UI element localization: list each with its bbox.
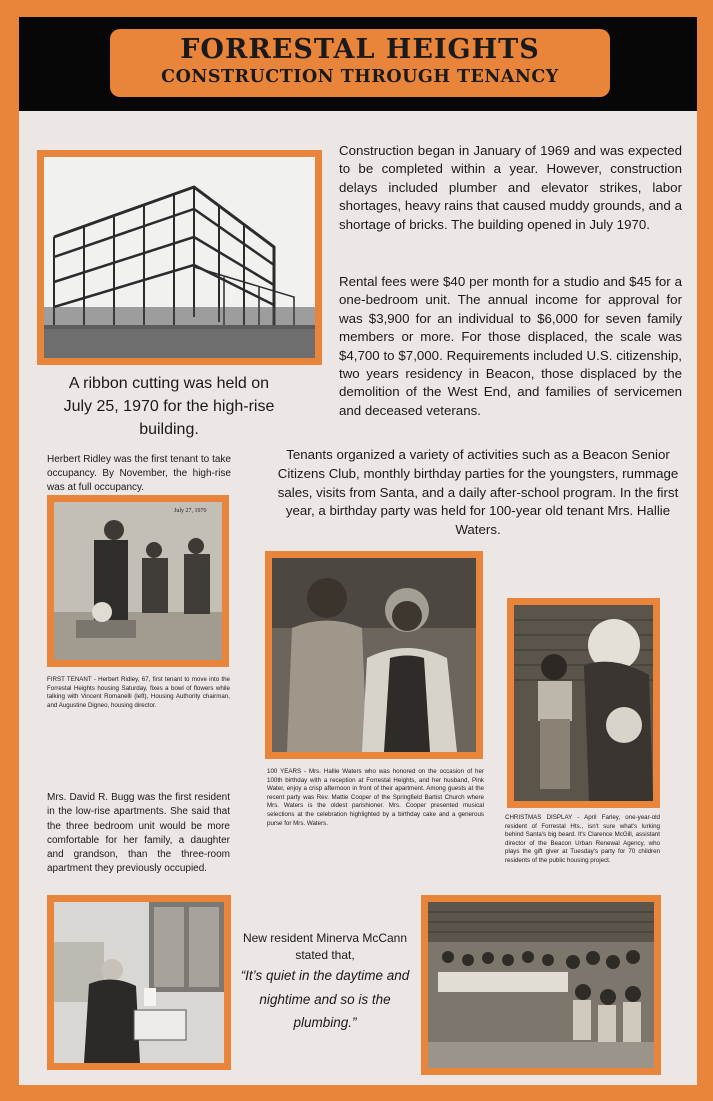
construction-photo bbox=[37, 150, 322, 365]
clipping-date: July 27, 1970 bbox=[174, 508, 207, 514]
christmas-photo bbox=[507, 598, 660, 808]
hundred-years-photo bbox=[265, 551, 483, 759]
title-box bbox=[110, 29, 610, 97]
christmas-caption: CHRISTMAS DISPLAY - April Farley, one-year-old resident of Forrestal Hts., isn't sure what's lurking behind Santa's big beard. It's Clarence McGill, assistant director of the Beacon Urban Renewal Agency, who plays the gift giver at Tuesday's party for 70 children residents of the public housing project. bbox=[505, 814, 660, 864]
party-photo bbox=[421, 895, 661, 1075]
hundred-years-caption: 100 YEARS - Mrs. Hallie Waters who was honored on the occasion of her 100th birthday with a reception at Forrestal Heights, and her husband, Pink Water, enjoy a crisp afternoon in front of their apartment. Among guests at the recent party was Rev. Mattie Cooper of the Springfield Bartist Church where Mrs. Waters is the oldest parishioner. Mrs. Cooper presented musical selections at the celebration highlighted by a birthday cake and a generous purse for Mrs. Waters. bbox=[267, 768, 484, 827]
mccann-quote: “It’s quiet in the daytime and nightime and so is the plumbing.” bbox=[240, 968, 410, 1030]
tenants-paragraph: Tenants organized a variety of activities such as a Beacon Senior Citizens Club, monthly birthday parties for the youngsters, rummage sales, visits from Santa, and a daily after-school program. In the first year, a birthday party was held for 100-year old tenant Mrs. Hallie Waters. bbox=[277, 447, 679, 538]
ridley-paragraph: Herbert Ridley was the first tenant to take occupancy. By November, the high-rise was at full occupancy. bbox=[47, 454, 231, 494]
ribbon-cutting-caption: A ribbon cutting was held on July 25, 1970 for the high-rise building. bbox=[63, 375, 275, 438]
intro-paragraph-1: Construction began in January of 1969 and was expected to be completed within a year. However, construction delays included plumber and elevator strikes, labor shortages, heavy rains that caused muddy grounds, and a shortage of bricks. The building opened in July 1970. bbox=[339, 143, 682, 232]
bugg-photo bbox=[47, 895, 231, 1070]
page-subtitle: CONSTRUCTION THROUGH TENANCY bbox=[161, 67, 559, 87]
page-title: FORRESTAL HEIGHTS bbox=[180, 34, 540, 65]
header-bar bbox=[19, 17, 697, 111]
mccann-intro: New resident Minerva McCann stated that, bbox=[242, 931, 408, 962]
first-tenant-photo bbox=[47, 495, 229, 667]
poster-board bbox=[19, 17, 697, 1085]
intro-paragraph-2: Rental fees were $40 per month for a studio and $45 for a one-bedroom unit. The annual income for approval for was $3,900 for an individual to $6,000 for seven family members or more. For those displaced, the scale was $4,700 to $7,000. Requirements included U.S. citizenship, two years residency in Beacon, those displaced by the demolition of the West End, and families of servicemen and deceased veterans. bbox=[339, 274, 682, 418]
first-tenant-caption: FIRST TENANT - Herbert Ridley, 67, first tenant to move into the Forrestal Heights housing Saturday, fixes a bowl of flowers while talking with Vincent Romanelli (left), Housing Authority chairman, and Augustine Digneo, housing director. bbox=[47, 676, 230, 709]
bugg-paragraph: Mrs. David R. Bugg was the first resident in the low-rise apartments. She said that the three bedroom unit would be more comfortable for her family, a daughter and grandson, than the three-room apartment they previously occupied. bbox=[47, 792, 230, 875]
